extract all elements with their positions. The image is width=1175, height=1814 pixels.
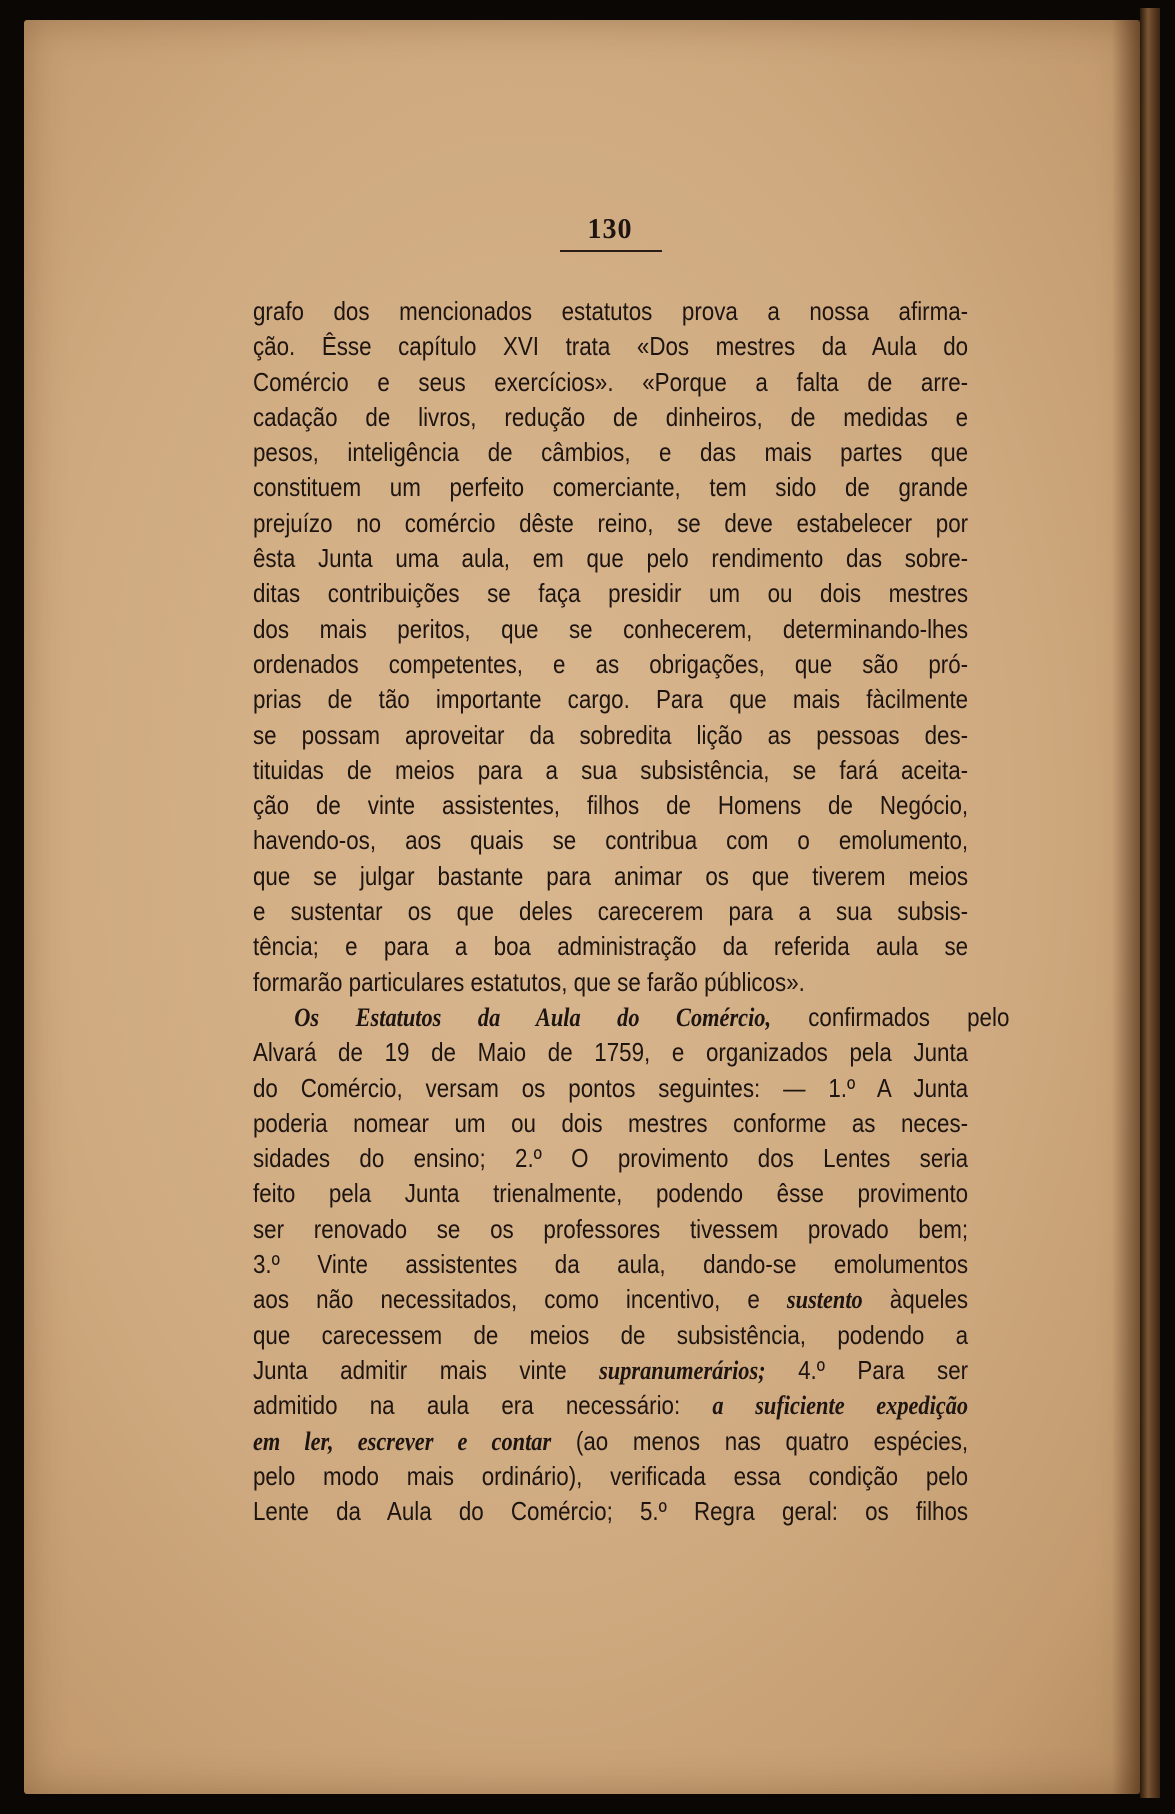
text-line: [253, 1353, 968, 1388]
text-line: [253, 718, 968, 753]
text-segment: ção. Êsse capítulo XVI trata «Dos mestres da Aula do: [253, 331, 969, 362]
text-line: [253, 294, 968, 329]
page-shadow: [1112, 20, 1140, 1794]
text-segment: (ao menos nas quatro espécies,: [551, 1425, 969, 1456]
text-line: [253, 400, 968, 435]
text-line: [253, 365, 968, 400]
italic-text: a suficiente expedição: [712, 1391, 969, 1421]
text-line: [253, 894, 968, 929]
text-segment: do Comércio, versam os pontos seguintes: — 1.º A Junta: [253, 1072, 969, 1103]
text-segment: tência; e para a boa administração da referida aula se: [253, 931, 969, 962]
text-segment: constituem um perfeito comerciante, tem sido de grande: [253, 472, 969, 503]
text-segment: pesos, inteligência de câmbios, e das mais partes que: [253, 437, 969, 468]
text-segment: 4.º Para ser: [765, 1354, 969, 1385]
text-line: [253, 1388, 968, 1423]
text-line: [253, 1424, 968, 1459]
text-line: [253, 753, 968, 788]
text-line: [253, 1176, 968, 1211]
text-segment: feito pela Junta trienalmente, podendo êsse provimento: [253, 1178, 969, 1209]
text-segment: que se julgar bastante para animar os que tiverem meios: [253, 860, 969, 891]
text-segment: Alvará de 19 de Maio de 1759, e organizados pela Junta: [253, 1037, 969, 1068]
text-line: [253, 788, 968, 823]
text-segment: ser renovado se os professores tivessem provado bem;: [253, 1213, 969, 1244]
text-segment: admitido na aula era necessário:: [253, 1390, 713, 1421]
text-line: [253, 612, 968, 647]
text-segment: ditas contribuições se faça presidir um ou dois mestres: [253, 578, 969, 609]
text-line: [253, 1000, 1009, 1035]
text-segment: que carecessem de meios de subsistência, podendo a: [253, 1319, 969, 1350]
italic-text: sustento: [786, 1285, 863, 1315]
text-segment: pelo modo mais ordinário), verificada essa condição pelo: [253, 1460, 969, 1491]
text-segment: êsta Junta uma aula, em que pelo rendimento das sobre-: [253, 543, 969, 574]
book-edge: [1140, 8, 1160, 1798]
page-number: 130: [587, 214, 633, 245]
text-line: [253, 929, 968, 964]
text-line: [253, 859, 968, 894]
text-segment: aos não necessitados, como incentivo, e: [253, 1284, 787, 1315]
text-segment: cadação de livros, redução de dinheiros, de medidas e: [253, 401, 969, 432]
italic-text: supranumerários;: [599, 1355, 766, 1385]
text-line: [253, 1035, 968, 1070]
italic-text: Os Estatutos da Aula do Comércio,: [294, 1002, 772, 1032]
text-segment: àqueles: [862, 1284, 969, 1315]
text-line: [253, 576, 968, 611]
text-line: [253, 1282, 968, 1317]
text-line: [253, 435, 968, 470]
text-line: [253, 1212, 968, 1247]
text-segment: 3.º Vinte assistentes da aula, dando-se emolumentos: [253, 1249, 969, 1280]
text-segment: havendo-os, aos quais se contribua com o emolumento,: [253, 825, 969, 856]
text-segment: e sustentar os que deles carecerem para a sua subsis-: [253, 896, 969, 927]
text-segment: confirmados pelo: [771, 1001, 1010, 1032]
text-line: [253, 1494, 968, 1529]
text-line: [253, 682, 968, 717]
text-segment: ordenados competentes, e as obrigações, que são pró-: [253, 648, 969, 679]
italic-text: em ler, escrever e contar: [253, 1426, 552, 1456]
page-number-rule: [560, 250, 662, 252]
text-segment: se possam aproveitar da sobredita lição as pessoas des-: [253, 719, 969, 750]
text-line: [253, 965, 968, 1000]
text-line: [253, 329, 968, 364]
text-segment: Lente da Aula do Comércio; 5.º Regra geral: os filhos: [253, 1496, 969, 1527]
text-segment: poderia nomear um ou dois mestres conforme as neces-: [253, 1107, 969, 1138]
text-segment: prejuízo no comércio dêste reino, se deve estabelecer por: [253, 507, 969, 538]
text-line: [253, 647, 968, 682]
text-segment: Comércio e seus exercícios». «Porque a falta de arre-: [253, 366, 969, 397]
text-line: [253, 1459, 968, 1494]
text-line: [253, 1247, 968, 1282]
text-line: [253, 823, 968, 858]
text-line: [253, 1141, 968, 1176]
text-segment: dos mais peritos, que se conhecerem, determinando-lhes: [253, 613, 969, 644]
text-line: [253, 470, 968, 505]
text-line: [253, 541, 968, 576]
body-text: [253, 294, 1010, 1529]
text-segment: formarão particulares estatutos, que se farão públicos».: [253, 966, 805, 997]
text-line: [253, 506, 968, 541]
text-line: [253, 1071, 968, 1106]
text-segment: Junta admitir mais vinte: [253, 1354, 600, 1385]
text-line: [253, 1106, 968, 1141]
text-segment: prias de tão importante cargo. Para que mais fàcilmente: [253, 684, 969, 715]
text-line: [253, 1318, 968, 1353]
text-segment: tituidas de meios para a sua subsistência, se fará aceita-: [253, 754, 969, 785]
text-segment: grafo dos mencionados estatutos prova a nossa afirma-: [253, 296, 969, 326]
text-segment: ção de vinte assistentes, filhos de Homens de Negócio,: [253, 790, 969, 821]
text-segment: sidades do ensino; 2.º O provimento dos Lentes seria: [253, 1143, 969, 1174]
